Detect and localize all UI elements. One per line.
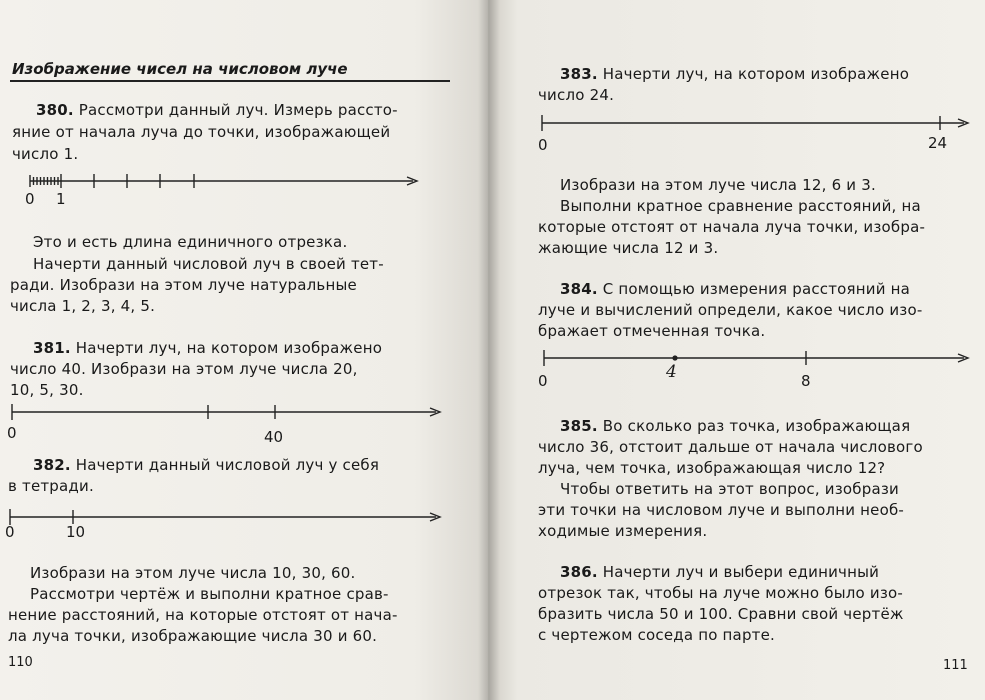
exercise-383-line4: Выполни кратное сравнение расстояний, на [560,197,921,215]
exercise-385-line5: эти точки на числовом луче и выполни необ- [538,501,905,519]
exercise-number: 384. [560,280,598,298]
exercise-382-line4: Рассмотри чертёж и выполни кратное срав- [30,585,389,603]
handwritten-answer: 4 [666,362,677,382]
exercise-number: 383. [560,65,598,83]
exercise-381-line2: число 40. Изобрази на этом луче числа 20, [10,360,358,378]
exercise-380-line3: число 1. [12,145,79,163]
exercise-text: С помощью измерения расстояний на [597,280,911,298]
exercise-383-line5: которые отстоят от начала луча точки, изобра- [538,218,926,236]
exercise-382-line5: нение расстояний, на которые отстоят от нача- [8,606,398,624]
ray-label-zero: 0 [5,523,15,541]
book-spine-shadow [478,0,500,700]
exercise-text: Начерти данный числовой луч у себя [70,456,380,474]
exercise-383-line6: жающие числа 12 и 3. [538,239,719,257]
exercise-380-line4: Это и есть длина единичного отрезка. [33,233,348,251]
exercise-385-line4: Чтобы ответить на этот вопрос, изобрази [560,480,899,498]
exercise-380-line2: яние от начала луча до точки, изображающей [12,123,391,141]
ray-label-one: 1 [56,190,66,208]
exercise-number: 386. [560,563,598,581]
ray-label-twentyfour: 24 [928,134,948,152]
exercise-386-line3: бразить числа 50 и 100. Сравни свой чертёж [538,605,904,623]
exercise-text: Во сколько раз точка, изображающая [597,417,911,435]
number-ray-380 [28,166,458,196]
heading-underline [10,80,450,82]
exercise-382-line3: Изобрази на этом луче числа 10, 30, 60. [30,564,356,582]
exercise-text: Начерти луч и выбери единичный [597,563,880,581]
exercise-385-line3: луча, чем точка, изображающая число 12? [538,459,886,477]
number-ray-384 [542,345,982,375]
exercise-number: 380. [36,101,74,119]
exercise-380-line6: ради. Изобрази на этом луче натуральные [10,276,357,294]
number-ray-383 [540,110,980,140]
exercise-number: 381. [33,339,71,357]
marked-point [672,355,677,360]
ray-label-zero: 0 [7,424,17,442]
exercise-385-line2: число 36, отстоит дальше от начала числового [538,438,923,456]
exercise-text: Начерти луч, на котором изображено [70,339,383,357]
exercise-383-line3: Изобрази на этом луче числа 12, 6 и 3. [560,176,876,194]
page-number: 110 [8,655,33,670]
exercise-text: Начерти луч, на котором изображено [597,65,910,83]
ray-label-zero: 0 [25,190,35,208]
exercise-384-line2: луче и вычислений определи, какое число изо- [538,301,923,319]
exercise-number: 382. [33,456,71,474]
ray-label-forty: 40 [264,428,284,446]
number-ray-381 [10,398,460,428]
exercise-385-line6: ходимые измерения. [538,522,708,540]
right-page [488,0,985,700]
exercise-380-line7: числа 1, 2, 3, 4, 5. [10,297,156,315]
exercise-382-line6: ла луча точки, изображающие числа 30 и 60. [8,627,378,645]
ray-label-eight: 8 [801,372,811,390]
exercise-number: 385. [560,417,598,435]
section-heading: Изображение чисел на числовом луче [12,60,348,78]
exercise-384-line1 [560,279,910,300]
exercise-384-line3: бражает отмеченная точка. [538,322,766,340]
exercise-380-line5: Начерти данный числовой луч в своей тет- [33,255,384,273]
exercise-386-line2: отрезок так, чтобы на луче можно было изо- [538,584,904,602]
ray-label-zero: 0 [538,136,548,154]
exercise-383-line1 [560,64,909,85]
exercise-386-line4: с чертежом соседа по парте. [538,626,776,644]
exercise-text: Рассмотри данный луч. Измерь рассто- [73,101,398,119]
page-number: 111 [943,658,968,673]
ray-label-ten: 10 [66,523,86,541]
left-page [0,0,488,700]
exercise-386-line1 [560,562,879,583]
exercise-385-line1 [560,416,910,437]
exercise-382-line1 [33,455,379,476]
exercise-383-line2: число 24. [538,86,615,104]
exercise-380-line1 [36,100,398,121]
exercise-381-line1 [33,338,382,359]
ray-label-zero: 0 [538,372,548,390]
exercise-381-line3: 10, 5, 30. [10,381,84,399]
exercise-382-line2: в тетради. [8,477,94,495]
